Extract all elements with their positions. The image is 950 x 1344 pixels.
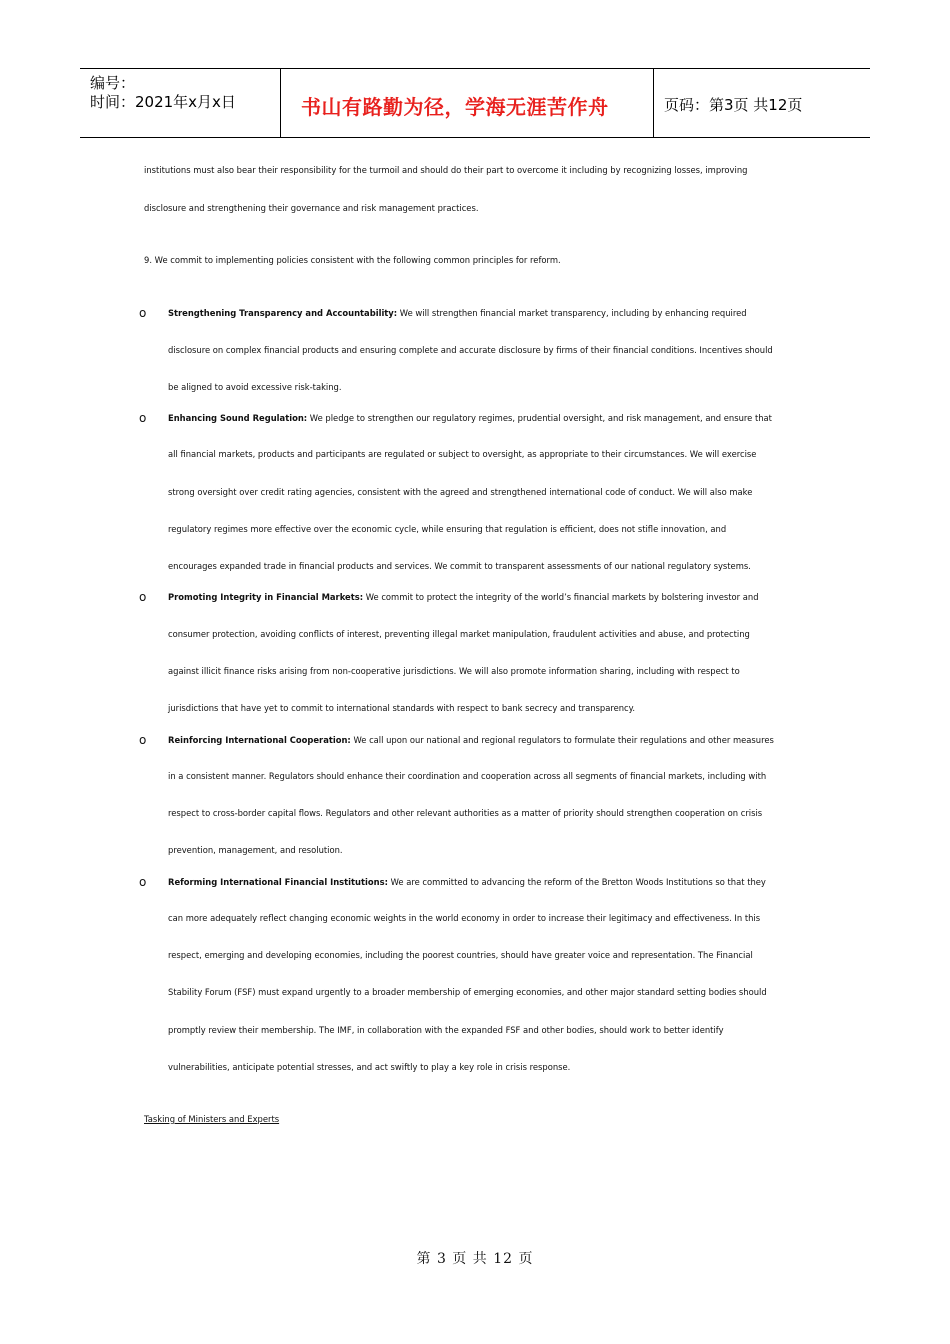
principle-line: respect, emerging and developing economies, including the poorest countries, should have greater voice and representation. The Financial [168, 950, 753, 960]
principle-line: consumer protection, avoiding conflicts of interest, preventing illegal market manipulation, fraudulent activities and abuse, and protecting [168, 629, 750, 639]
principle-line: promptly review their membership. The IMF, in collaboration with the expanded FSF and other bodies, should work to better identify [168, 1025, 724, 1035]
header-page-label: 页码：第3页 共12页 [664, 96, 803, 114]
principle-line: disclosure on complex financial products and ensuring complete and accurate disclosure by firms of their financial conditions. Incentives should [168, 345, 773, 355]
principle-line: prevention, management, and resolution. [168, 845, 343, 855]
bullet-icon: o [139, 590, 147, 604]
header-info-cell [80, 69, 281, 137]
principle-first-line [168, 592, 759, 602]
principle-first-line [168, 877, 766, 887]
principle-line: all financial markets, products and participants are regulated or subject to oversight, as appropriate to their circumstances. We will exercise [168, 449, 757, 459]
principle-text: We are committed to advancing the reform of the Bretton Woods Institutions so that they [387, 877, 766, 887]
page-footer: 第 3 页 共 12 页 [416, 1251, 534, 1267]
principle-text: We commit to protect the integrity of the world’s financial markets by bolstering investor and [363, 592, 759, 602]
principle-line: can more adequately reflect changing economic weights in the world economy in order to increase their legitimacy and effectiveness. In this [168, 913, 761, 923]
document-number-label: 编号： [90, 74, 136, 92]
intro-line: institutions must also bear their responsibility for the turmoil and should do their part to overcome it including by recognizing losses, improving [144, 165, 748, 175]
bullet-icon: o [139, 875, 147, 889]
header-motto: 书山有路勤为径，学海无涯苦作舟 [301, 95, 609, 119]
section-heading: Tasking of Ministers and Experts [144, 1114, 280, 1124]
principle-line: Stability Forum (FSF) must expand urgently to a broader membership of emerging economies, and other major standard setting bodies should [168, 987, 767, 997]
principle-heading: Reforming International Financial Institutions: [168, 877, 388, 887]
principle-line: vulnerabilities, anticipate potential stresses, and act swiftly to play a key role in crisis response. [168, 1062, 571, 1072]
principle-line: respect to cross-border capital flows. Regulators and other relevant authorities as a matter of priority should strengthen cooperation on crisis [168, 808, 763, 818]
principle-line: in a consistent manner. Regulators should enhance their coordination and cooperation across all segments of financial markets, including with [168, 771, 767, 781]
principle-text: We will strengthen financial market transparency, including by enhancing required [397, 308, 747, 318]
intro-line: disclosure and strengthening their governance and risk management practices. [144, 203, 479, 213]
principle-heading: Strengthening Transparency and Accountability: [168, 308, 398, 318]
principle-heading: Enhancing Sound Regulation: [168, 413, 308, 423]
bullet-icon: o [139, 733, 147, 747]
page-header [80, 68, 870, 138]
principle-line: strong oversight over credit rating agencies, consistent with the agreed and strengthened international code of conduct. We will also make [168, 487, 753, 497]
principle-line: be aligned to avoid excessive risk-taking. [168, 382, 342, 392]
principle-heading: Reinforcing International Cooperation: [168, 735, 351, 745]
paragraph-9: 9. We commit to implementing policies consistent with the following common principles for reform. [144, 255, 561, 265]
principle-line: regulatory regimes more effective over the economic cycle, while ensuring that regulation is efficient, does not stifle innovation, and [168, 524, 727, 534]
principle-line: encourages expanded trade in financial products and services. We commit to transparent assessments of our national regulatory systems. [168, 561, 751, 571]
principle-text: We pledge to strengthen our regulatory regimes, prudential oversight, and risk management, and ensure that [307, 413, 772, 423]
header-motto-cell [281, 69, 654, 137]
principle-first-line [168, 308, 747, 318]
principle-heading: Promoting Integrity in Financial Markets: [168, 592, 364, 602]
document-time-label: 时间：2021年x月x日 [90, 93, 236, 111]
header-page-cell [654, 69, 870, 137]
principle-line: against illicit finance risks arising from non-cooperative jurisdictions. We will also promote information sharing, including with respect to [168, 666, 740, 676]
principle-text: We call upon our national and regional regulators to formulate their regulations and other measures [350, 735, 774, 745]
bullet-icon: o [139, 306, 147, 320]
bullet-icon: o [139, 411, 147, 425]
principle-first-line [168, 413, 772, 423]
principle-first-line [168, 735, 774, 745]
principle-line: jurisdictions that have yet to commit to international standards with respect to bank secrecy and transparency. [168, 703, 636, 713]
